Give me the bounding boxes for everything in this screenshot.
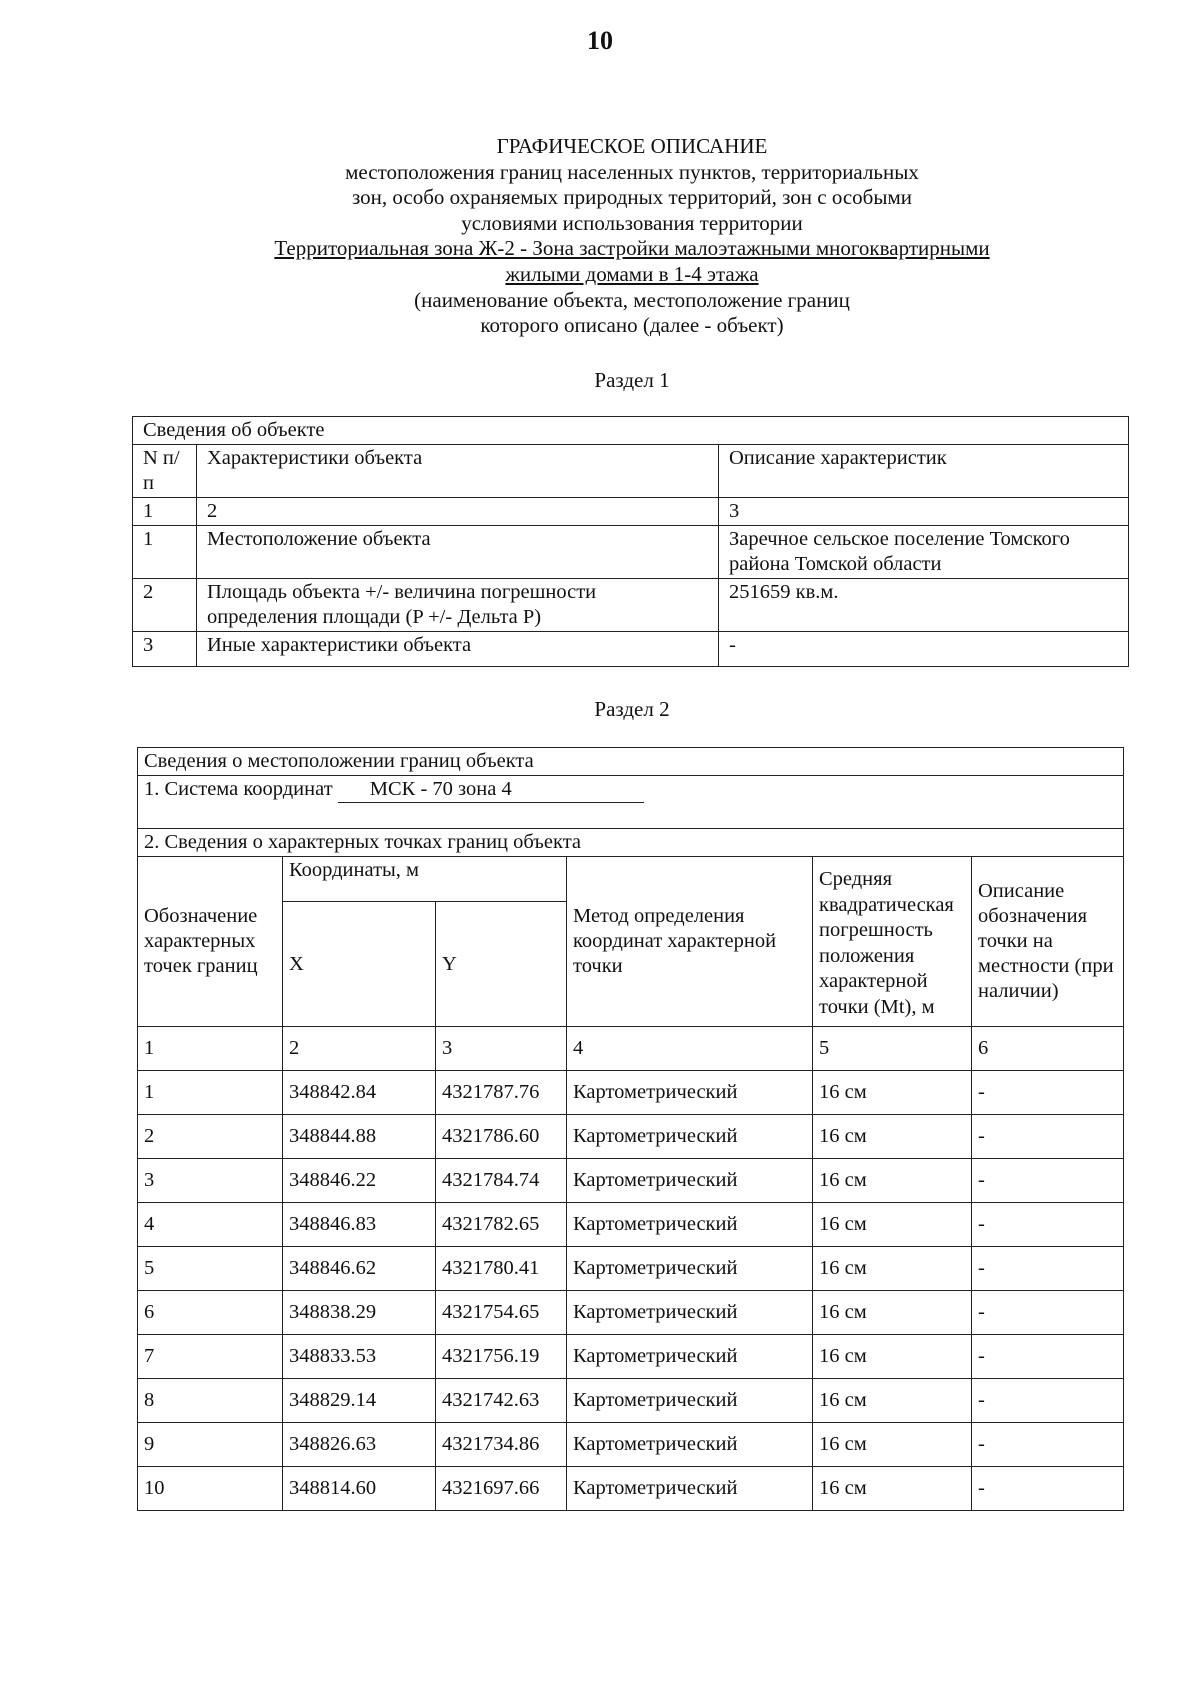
coord-x: 348829.14 bbox=[283, 1379, 436, 1423]
coord-x: 348846.62 bbox=[283, 1247, 436, 1291]
point-description: - bbox=[972, 1071, 1124, 1115]
accuracy: 16 см bbox=[813, 1335, 972, 1379]
coord-y: 4321784.74 bbox=[436, 1159, 567, 1203]
method: Картометрический bbox=[567, 1247, 813, 1291]
header-coordinates: Координаты, м bbox=[283, 857, 567, 902]
point-number: 9 bbox=[138, 1423, 283, 1467]
point-number: 3 bbox=[138, 1159, 283, 1203]
accuracy: 16 см bbox=[813, 1291, 972, 1335]
point-description: - bbox=[972, 1335, 1124, 1379]
header-y: Y bbox=[436, 902, 567, 1027]
method: Картометрический bbox=[567, 1467, 813, 1511]
point-description: - bbox=[972, 1159, 1124, 1203]
characteristic-name: Иные характеристики объекта bbox=[197, 632, 719, 667]
object-info-table bbox=[132, 416, 1129, 667]
table-row bbox=[138, 1379, 1124, 1423]
header-x: X bbox=[283, 902, 436, 1027]
table-row bbox=[138, 1247, 1124, 1291]
point-description: - bbox=[972, 1291, 1124, 1335]
table-row bbox=[138, 1159, 1124, 1203]
title-subline: зон, особо охраняемых природных территорий, зон с особыми bbox=[351, 185, 913, 210]
coord-x: 348826.63 bbox=[283, 1423, 436, 1467]
section1-heading: Раздел 1 bbox=[594, 368, 670, 392]
coord-y: 4321780.41 bbox=[436, 1247, 567, 1291]
column-number: 1 bbox=[133, 498, 197, 526]
point-number: 8 bbox=[138, 1379, 283, 1423]
characteristic-name: Площадь объекта +/- величина погрешности определения площади (P +/- Дельта P) bbox=[197, 579, 719, 632]
table-row bbox=[138, 1291, 1124, 1335]
column-number: 4 bbox=[567, 1027, 813, 1071]
point-number: 7 bbox=[138, 1335, 283, 1379]
table-row bbox=[138, 1203, 1124, 1247]
table-row bbox=[133, 632, 1129, 667]
header-designation: Обозначение характерных точек границ bbox=[138, 857, 283, 1027]
accuracy: 16 см bbox=[813, 1467, 972, 1511]
object-name: Территориальная зона Ж-2 - Зона застройки малоэтажными многоквартирными bbox=[274, 236, 990, 261]
coord-y: 4321742.63 bbox=[436, 1379, 567, 1423]
title-subline: условиями использования территории bbox=[461, 210, 803, 235]
coord-y: 4321756.19 bbox=[436, 1335, 567, 1379]
characteristic-value: Заречное сельское поселение Томского района Томской области bbox=[719, 526, 1129, 579]
row-number: 2 bbox=[133, 579, 197, 632]
column-number: 3 bbox=[436, 1027, 567, 1071]
table-title: Сведения об объекте bbox=[133, 417, 1129, 445]
point-description: - bbox=[972, 1379, 1124, 1423]
characteristic-name: Местоположение объекта bbox=[197, 526, 719, 579]
column-number: 2 bbox=[283, 1027, 436, 1071]
table-row bbox=[133, 526, 1129, 579]
row-number: 1 bbox=[133, 526, 197, 579]
method: Картометрический bbox=[567, 1203, 813, 1247]
method: Картометрический bbox=[567, 1071, 813, 1115]
coord-y: 4321697.66 bbox=[436, 1467, 567, 1511]
table-row bbox=[138, 1335, 1124, 1379]
accuracy: 16 см bbox=[813, 1379, 972, 1423]
table-title: Сведения о местоположении границ объекта bbox=[138, 748, 1124, 776]
column-number: 6 bbox=[972, 1027, 1124, 1071]
coord-y: 4321786.60 bbox=[436, 1115, 567, 1159]
coord-x: 348842.84 bbox=[283, 1071, 436, 1115]
boundary-points-table bbox=[137, 747, 1124, 1511]
section2-heading: Раздел 2 bbox=[594, 697, 670, 721]
point-number: 6 bbox=[138, 1291, 283, 1335]
point-description: - bbox=[972, 1423, 1124, 1467]
coord-system-value: МСК - 70 зона 4 bbox=[338, 777, 644, 803]
column-number: 5 bbox=[813, 1027, 972, 1071]
row-number: 3 bbox=[133, 632, 197, 667]
column-number: 2 bbox=[197, 498, 719, 526]
document-title bbox=[0, 134, 1200, 339]
column-number: 3 bbox=[719, 498, 1129, 526]
characteristic-value: 251659 кв.м. bbox=[719, 579, 1129, 632]
points-title: 2. Сведения о характерных точках границ объекта bbox=[138, 829, 1124, 857]
coord-system-label: 1. Система координат bbox=[144, 778, 333, 800]
table-row bbox=[138, 1423, 1124, 1467]
page-number: 10 bbox=[587, 26, 613, 55]
method: Картометрический bbox=[567, 1423, 813, 1467]
table-row bbox=[138, 1467, 1124, 1511]
point-number: 10 bbox=[138, 1467, 283, 1511]
table-row bbox=[138, 1071, 1124, 1115]
coord-x: 348833.53 bbox=[283, 1335, 436, 1379]
accuracy: 16 см bbox=[813, 1203, 972, 1247]
method: Картометрический bbox=[567, 1379, 813, 1423]
coord-x: 348814.60 bbox=[283, 1467, 436, 1511]
header-cell: N п/п bbox=[133, 445, 197, 498]
point-description: - bbox=[972, 1203, 1124, 1247]
header-method: Метод определения координат характерной точки bbox=[567, 857, 813, 1027]
point-number: 5 bbox=[138, 1247, 283, 1291]
characteristic-value: - bbox=[719, 632, 1129, 667]
header-description: Описание обозначения точки на местности (при наличии) bbox=[972, 857, 1124, 1027]
title-subline: местоположения границ населенных пунктов, территориальных bbox=[345, 159, 919, 184]
method: Картометрический bbox=[567, 1335, 813, 1379]
point-number: 1 bbox=[138, 1071, 283, 1115]
method: Картометрический bbox=[567, 1159, 813, 1203]
column-numbers-row bbox=[138, 1027, 1124, 1071]
coord-y: 4321782.65 bbox=[436, 1203, 567, 1247]
coord-y: 4321734.86 bbox=[436, 1423, 567, 1467]
coord-x: 348844.88 bbox=[283, 1115, 436, 1159]
method: Картометрический bbox=[567, 1115, 813, 1159]
header-accuracy: Средняя квадратическая погрешность положения характерной точки (Mt), м bbox=[813, 857, 972, 1027]
coord-x: 348838.29 bbox=[283, 1291, 436, 1335]
coord-y: 4321754.65 bbox=[436, 1291, 567, 1335]
column-number: 1 bbox=[138, 1027, 283, 1071]
coord-y: 4321787.76 bbox=[436, 1071, 567, 1115]
point-description: - bbox=[972, 1467, 1124, 1511]
accuracy: 16 см bbox=[813, 1071, 972, 1115]
coord-x: 348846.83 bbox=[283, 1203, 436, 1247]
point-description: - bbox=[972, 1115, 1124, 1159]
table-row bbox=[133, 579, 1129, 632]
accuracy: 16 см bbox=[813, 1115, 972, 1159]
accuracy: 16 см bbox=[813, 1423, 972, 1467]
accuracy: 16 см bbox=[813, 1159, 972, 1203]
object-name-cont: жилыми домами в 1-4 этажа bbox=[505, 261, 759, 286]
table-row bbox=[138, 1115, 1124, 1159]
object-note: (наименование объекта, местоположение границ bbox=[414, 287, 850, 312]
coord-x: 348846.22 bbox=[283, 1159, 436, 1203]
header-cell: Описание характеристик bbox=[719, 445, 1129, 498]
title-heading: ГРАФИЧЕСКОЕ ОПИСАНИЕ bbox=[496, 134, 768, 158]
object-note-cont: которого описано (далее - объект) bbox=[480, 313, 784, 338]
point-number: 2 bbox=[138, 1115, 283, 1159]
point-description: - bbox=[972, 1247, 1124, 1291]
accuracy: 16 см bbox=[813, 1247, 972, 1291]
header-cell: Характеристики объекта bbox=[197, 445, 719, 498]
method: Картометрический bbox=[567, 1291, 813, 1335]
point-number: 4 bbox=[138, 1203, 283, 1247]
